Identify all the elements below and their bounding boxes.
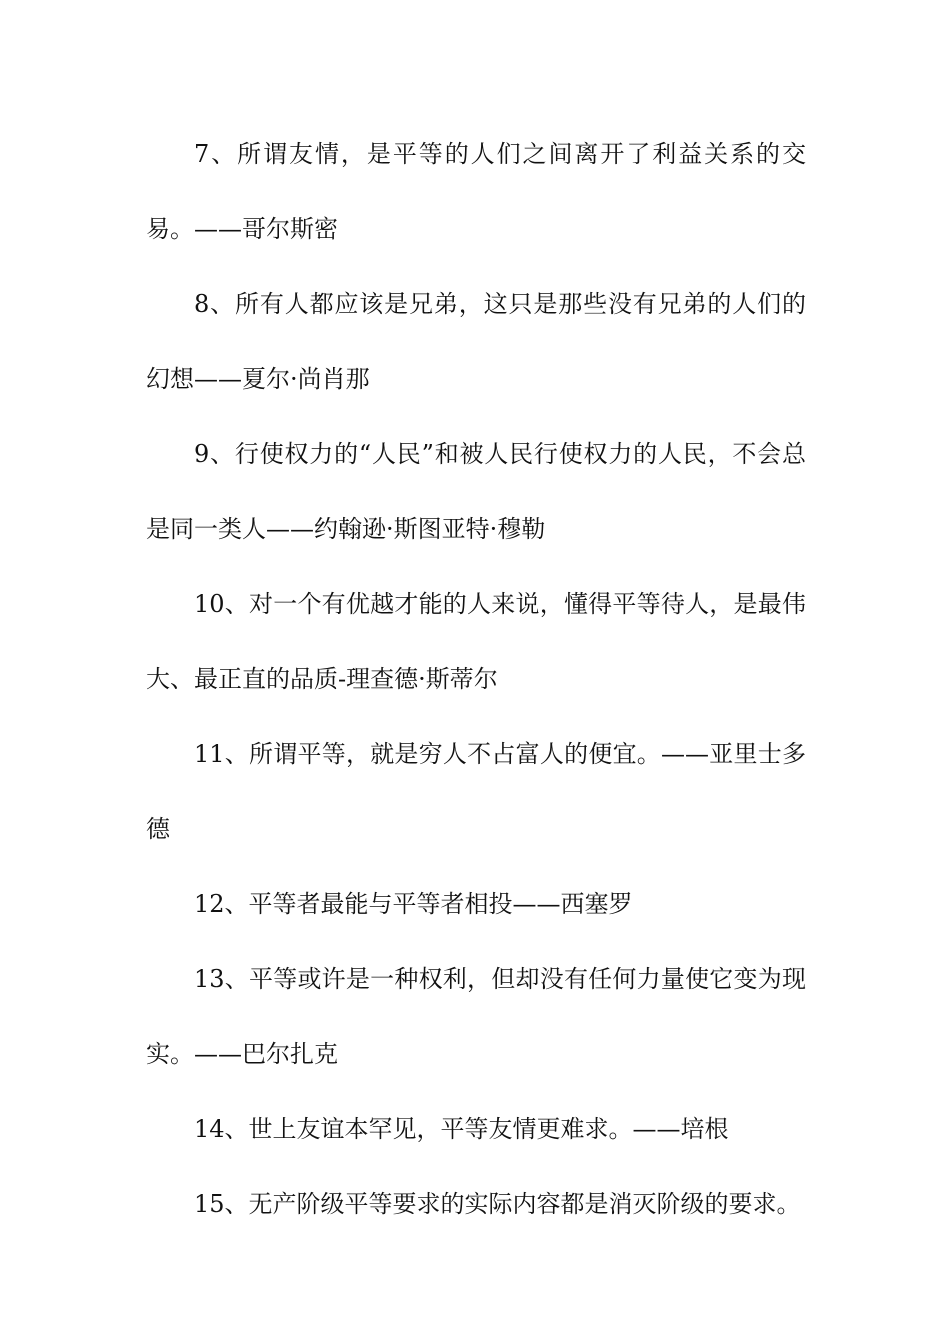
quote-text-13: 13、平等或许是一种权利，但却没有任何力量使它变为现实。——巴尔扎克 [146,965,806,1068]
quote-text-15: 15、无产阶级平等要求的实际内容都是消灭阶级的要求。 [194,1190,801,1218]
quote-paragraph-8 [146,267,806,417]
quote-paragraph-15 [146,1167,806,1242]
quote-paragraph-9 [146,417,806,567]
quote-text-14: 14、世上友谊本罕见，平等友情更难求。——培根 [194,1115,729,1143]
quote-text-11: 11、所谓平等，就是穷人不占富人的便宜。——亚里士多德 [146,740,806,843]
quote-text-8: 8、所有人都应该是兄弟，这只是那些没有兄弟的人们的幻想——夏尔·尚肖那 [146,290,806,393]
quote-text-7: 7、所谓友情，是平等的人们之间离开了利益关系的交易。——哥尔斯密 [146,140,806,243]
quote-paragraph-13 [146,942,806,1092]
quote-text-10: 10、对一个有优越才能的人来说，懂得平等待人，是最伟大、最正直的品质-理查德·斯蒂尔 [146,590,806,693]
quote-paragraph-7 [146,117,806,267]
quote-paragraph-10 [146,567,806,717]
quote-paragraph-12 [146,867,806,942]
document-body [146,117,806,1242]
quote-paragraph-14 [146,1092,806,1167]
quote-paragraph-11 [146,717,806,867]
quote-text-12: 12、平等者最能与平等者相投——西塞罗 [194,890,633,918]
quote-text-9: 9、行使权力的“人民”和被人民行使权力的人民，不会总是同一类人——约翰逊·斯图亚特·穆勒 [146,440,806,543]
